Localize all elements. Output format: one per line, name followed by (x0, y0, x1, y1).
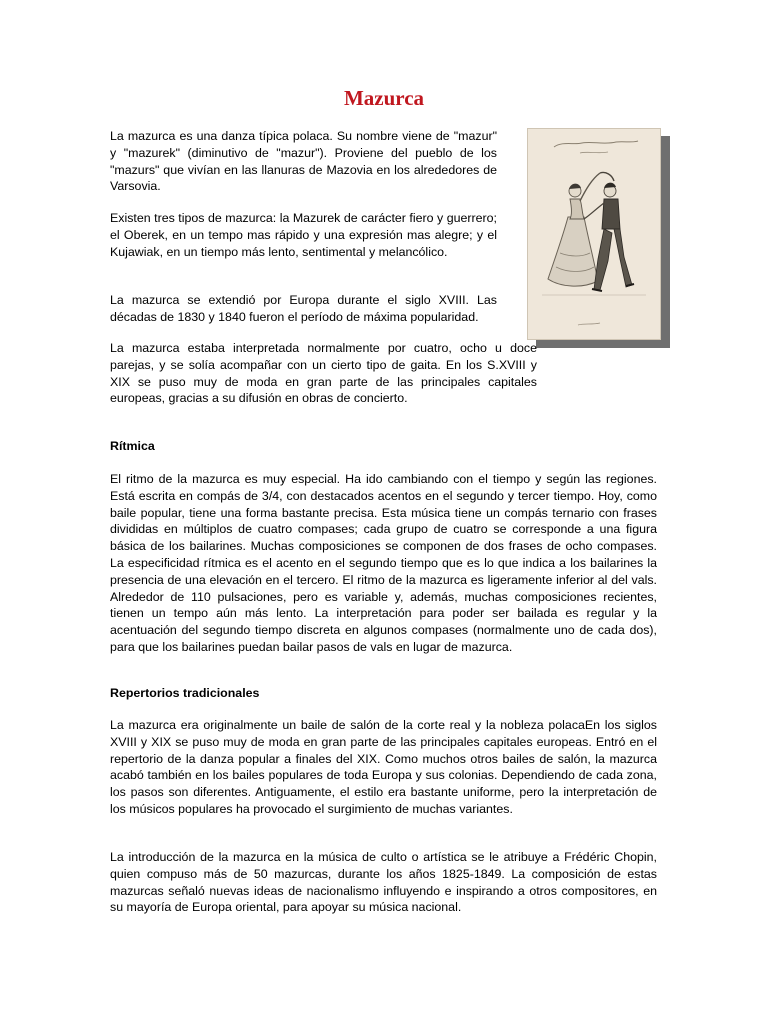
page-title: Mazurca (343, 86, 425, 110)
intro-paragraph-1: La mazurca es una danza típica polaca. Su nombre viene de "mazur" y "mazurek" (diminutivo de "mazur"). Proviene del pueblo de los "mazurs" que vivían en las llanuras de Mazovia en los alrededores de Varsovia. (110, 129, 497, 194)
section-heading-repertorios: Repertorios tradicionales (110, 686, 260, 700)
intro-paragraph-4: La mazurca estaba interpretada normalmente por cuatro, ocho u doce parejas, y se solía acompañar con un cierto tipo de gaita. En los S.XVIII y XIX se puso muy de moda en gran parte de las principales capitales europeas, gracias a su difusión en obras de concierto. (110, 341, 537, 406)
section-heading-ritmica: Rítmica (110, 439, 155, 453)
ritmica-paragraph: El ritmo de la mazurca es muy especial. Ha ido cambiando con el tiempo y según las regiones. Está escrita en compás de 3/4, con destacados acentos en el segundo y tercer tiempo. Hoy, como baile popular, tiene una forma bastante precisa. Esta música tiene un compás ternario con frases divididas en múltiplos de cuatro compases; cada grupo de cuatro se corresponde a una figura básica de los bailarines. Muchas composiciones se componen de dos frases de ocho compases. La especificidad rítmica es el acento en el segundo tiempo que es lo que indica a los bailarines la presencia de una elevación en el tercero. El ritmo de la mazurca es ligeramente inferior al del vals. Alrededor de 110 pulsaciones, pero es variable y, además, muchas composiciones recientes, tienen un tempo aún más lento. La interpretación para poder ser bailada es regular y la acentuación del segundo tiempo discreta en algunos compases (normalmente uno de cada dos), para que los bailarines puedan bailar pasos de vals en lugar de mazurca. (110, 472, 657, 654)
repertorios-paragraph-1: La mazurca era originalmente un baile de salón de la corte real y la nobleza polacaEn los siglos XVIII y XIX se puso muy de moda en gran parte de las principales capitales europeas. Entró en el repertorio de la danza popular a finales del XIX. Como muchos otros bailes de salón, la mazurca acabó también en los bailes populares de toda Europa y sus colonias. Dependiendo de cada zona, los pasos son diferentes. Antiguamente, el estilo era bastante uniforme, pero la interpretación de los músicos populares ha provocado el surgimiento de muchas variantes. (110, 718, 657, 816)
dancing-couple-engraving (527, 128, 661, 340)
intro-paragraph-2: Existen tres tipos de mazurca: la Mazurek de carácter fiero y guerrero; el Oberek, en un tempo mas rápido y una expresión mas alegre; y el Kujawiak, en un tiempo más lento, sentimental y melancólico. (110, 211, 497, 259)
repertorios-paragraph-2: La introducción de la mazurca en la música de culto o artística se le atribuye a Frédéric Chopin, quien compuso más de 50 mazurcas, durante los años 1825-1849. La composición de estas mazurcas señaló nuevas ideas de nacionalismo influyendo e inspirando a otros compositores, en su mayoría de Europa oriental, para apoyar su música nacional. (110, 850, 657, 915)
intro-paragraph-3: La mazurca se extendió por Europa durante el siglo XVIII. Las décadas de 1830 y 1840 fueron el período de máxima popularidad. (110, 293, 497, 324)
